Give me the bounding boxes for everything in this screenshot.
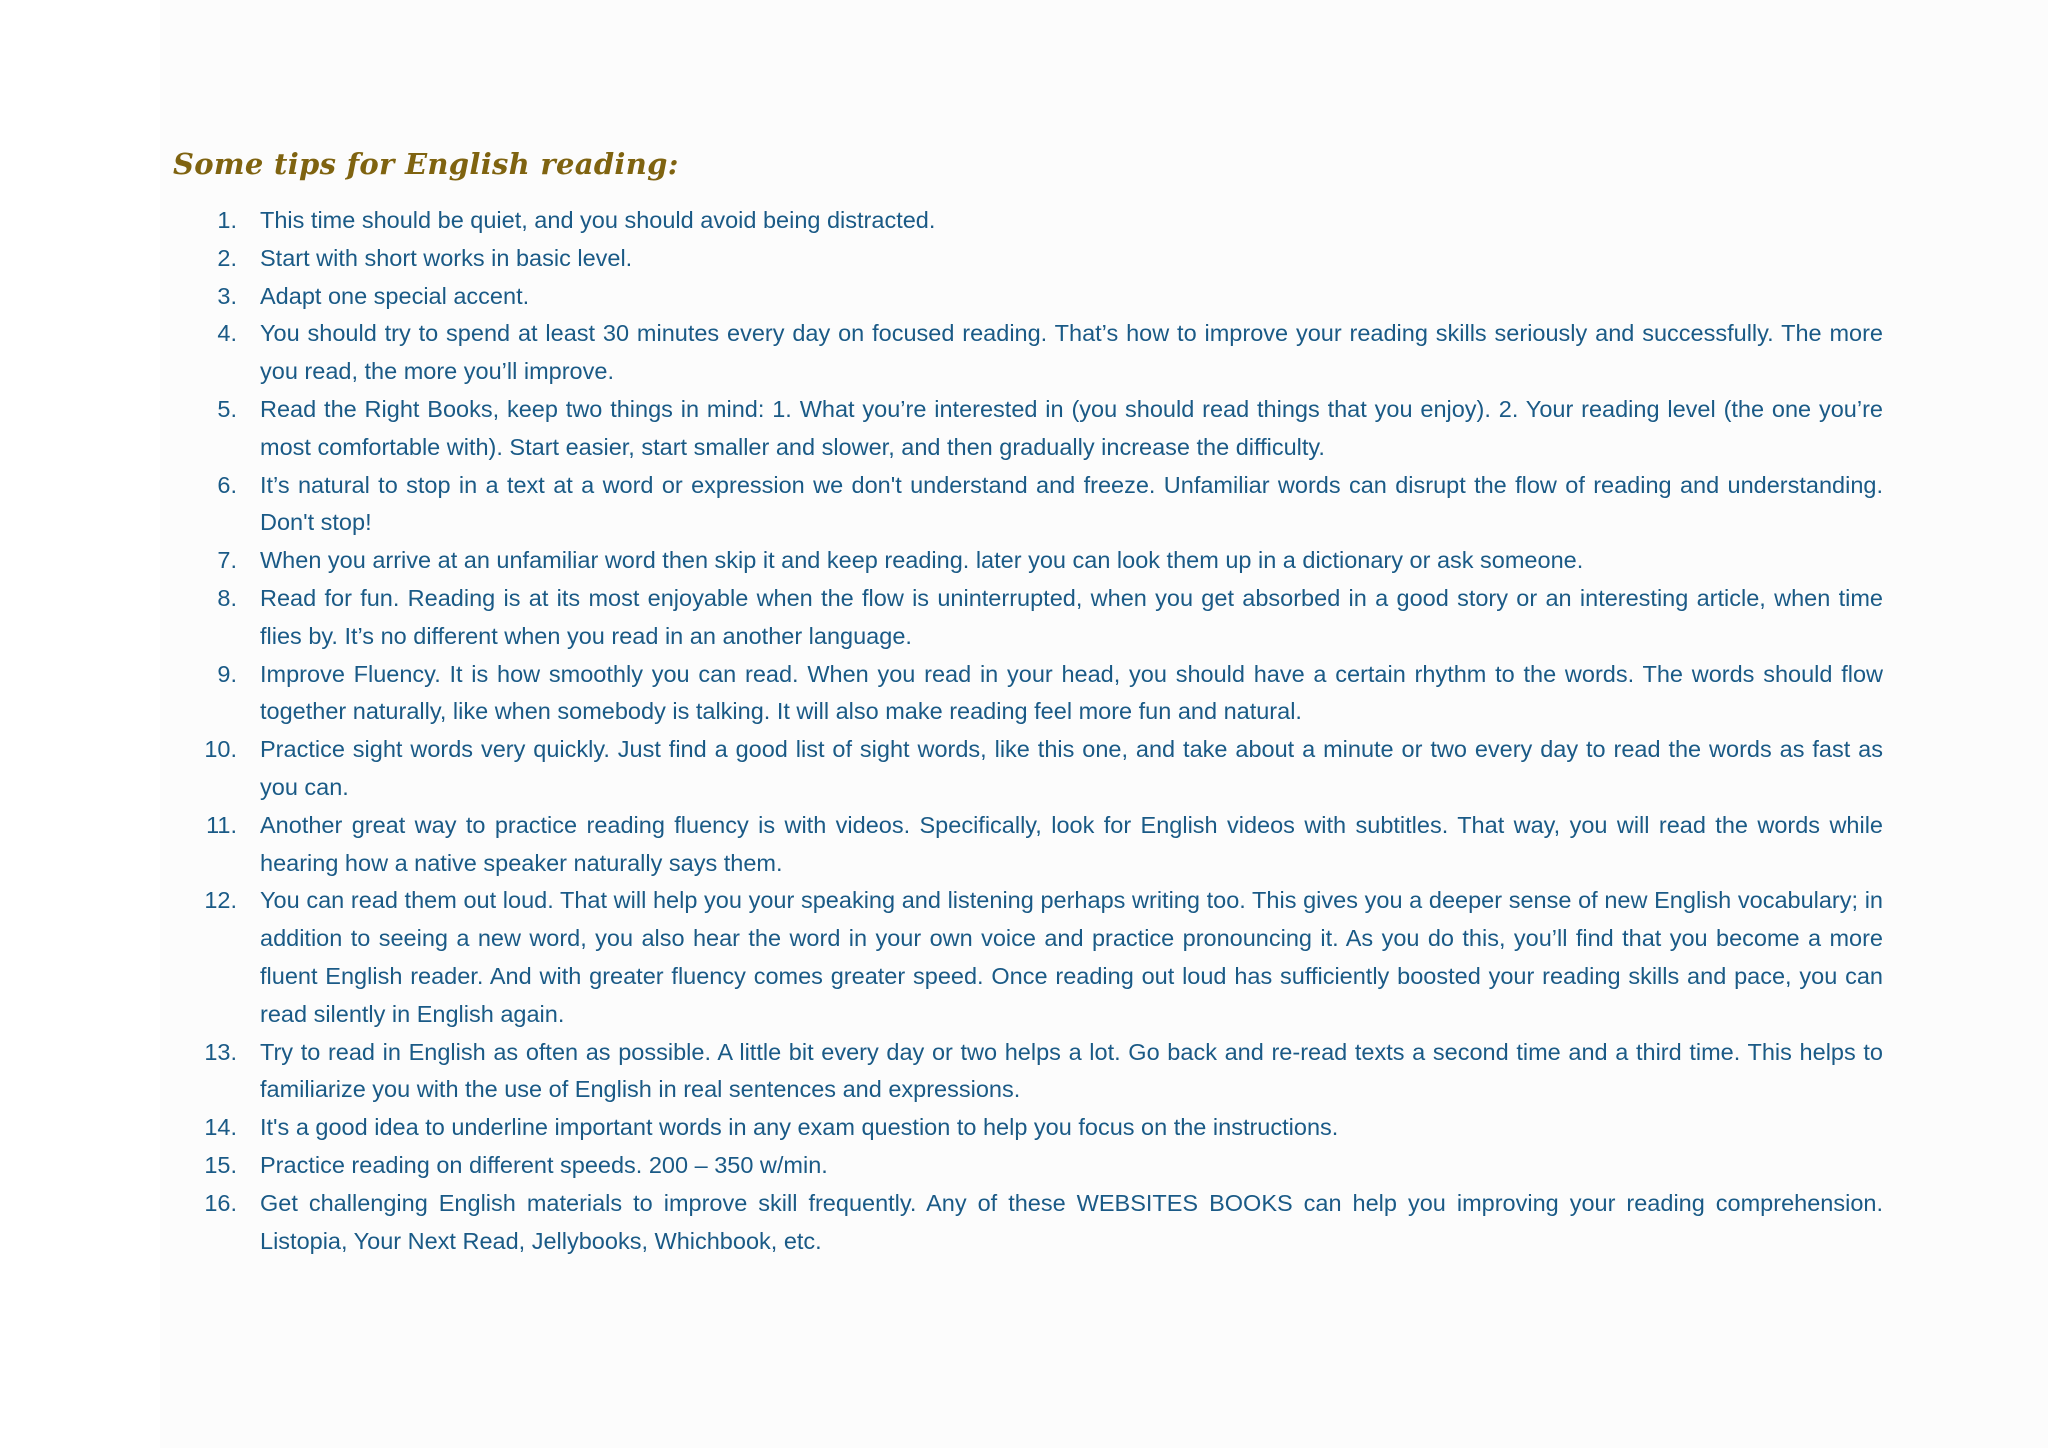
tip-number: 10. xyxy=(204,736,237,763)
tip-text: You should try to spend at least 30 minutes every day on focused reading. That’s how to improve your reading skills seriously and successfully. The more you read, the more you’ll improve. xyxy=(260,320,1883,385)
tip-number: 1. xyxy=(217,207,237,233)
tip-number: 11. xyxy=(206,811,237,838)
tip-text: It's a good idea to underline important words in any exam question to help you focus on the instructions. xyxy=(260,1114,1339,1141)
tip-item-13 xyxy=(173,1034,1883,1110)
tip-item-3 xyxy=(173,278,1883,316)
tip-number: 8. xyxy=(217,584,237,611)
tip-item-7 xyxy=(173,542,1883,580)
tip-number: 16. xyxy=(204,1189,237,1216)
tip-text: Start with short works in basic level. xyxy=(260,244,633,271)
tip-text: Another great way to practice reading fluency is with videos. Specifically, look for English videos with subtitles. That way, you will read the words while hearing how a native speaker naturally says them. xyxy=(260,811,1883,876)
tip-number: 15. xyxy=(204,1151,237,1178)
tip-item-11 xyxy=(173,807,1883,883)
page-title: Some tips for English reading: xyxy=(173,147,679,181)
tip-item-6 xyxy=(173,467,1883,543)
tip-item-15 xyxy=(173,1147,1883,1185)
document-body xyxy=(173,142,1883,1260)
tip-text: Read for fun. Reading is at its most enjoyable when the flow is uninterrupted, when you get absorbed in a good story or an interesting article, when time flies by. It’s no different when you read in an another language. xyxy=(260,584,1883,649)
tip-number: 3. xyxy=(217,282,237,309)
tip-number: 4. xyxy=(217,320,237,347)
tip-item-9 xyxy=(173,656,1883,732)
tip-number: 6. xyxy=(217,471,237,498)
tip-item-4 xyxy=(173,315,1883,391)
tip-number: 12. xyxy=(204,887,237,914)
tip-text: Read the Right Books, keep two things in mind: 1. What you’re interested in (you should read things that you enjoy). 2. Your reading level (the one you’re most comfortable with). Start easier, start smaller and slower, and then gradually increase the difficulty. xyxy=(260,395,1883,460)
tip-number: 14. xyxy=(204,1114,237,1141)
tip-number: 2. xyxy=(217,244,237,271)
tip-text: Adapt one special accent. xyxy=(260,282,530,309)
tip-text: This time should be quiet, and you should avoid being distracted. xyxy=(260,207,936,233)
tip-text: Get challenging English materials to improve skill frequently. Any of these WEBSITES BOOKS can help you improving your reading comprehension. Listopia, Your Next Read, Jellybooks, Whichbook, etc. xyxy=(260,1189,1883,1254)
tip-item-14 xyxy=(173,1109,1883,1147)
tip-number: 7. xyxy=(217,547,237,574)
tip-item-10 xyxy=(173,731,1883,807)
tip-text: Try to read in English as often as possible. A little bit every day or two helps a lot. Go back and re-read texts a second time and a third time. This helps to familiarize you with the use of English in real sentences and expressions. xyxy=(260,1038,1883,1103)
tip-item-8 xyxy=(173,580,1883,656)
tip-text: It’s natural to stop in a text at a word or expression we don't understand and freeze. Unfamiliar words can disrupt the flow of reading and understanding. Don't stop! xyxy=(260,471,1883,536)
tip-item-1 xyxy=(173,202,1883,240)
tip-text: Practice sight words very quickly. Just find a good list of sight words, like this one, and take about a minute or two every day to read the words as fast as you can. xyxy=(260,736,1883,800)
tip-item-12 xyxy=(173,882,1883,1033)
tip-text: Practice reading on different speeds. 200 – 350 w/min. xyxy=(260,1151,828,1178)
tip-text: Improve Fluency. It is how smoothly you can read. When you read in your head, you should have a certain rhythm to the words. The words should flow together naturally, like when somebody is talking. It will also make reading feel more fun and natural. xyxy=(260,660,1883,725)
tip-number: 5. xyxy=(217,395,237,422)
tip-item-5 xyxy=(173,391,1883,467)
tip-item-16 xyxy=(173,1185,1883,1261)
tip-number: 9. xyxy=(217,660,237,687)
tip-text: When you arrive at an unfamiliar word then skip it and keep reading. later you can look them up in a dictionary or ask someone. xyxy=(260,547,1584,574)
tips-list xyxy=(173,202,1883,1260)
tip-item-2 xyxy=(173,240,1883,278)
tip-number: 13. xyxy=(204,1038,237,1065)
tip-text: You can read them out loud. That will help you your speaking and listening perhaps writing too. This gives you a deeper sense of new English vocabulary; in addition to seeing a new word, you also hear the word in your own voice and practice pronouncing it. As you do this, you’ll find that you become a more fluent English reader. And with greater fluency comes greater speed. Once reading out loud has sufficiently boosted your reading skills and pace, you can read silently in English again. xyxy=(260,887,1883,1027)
